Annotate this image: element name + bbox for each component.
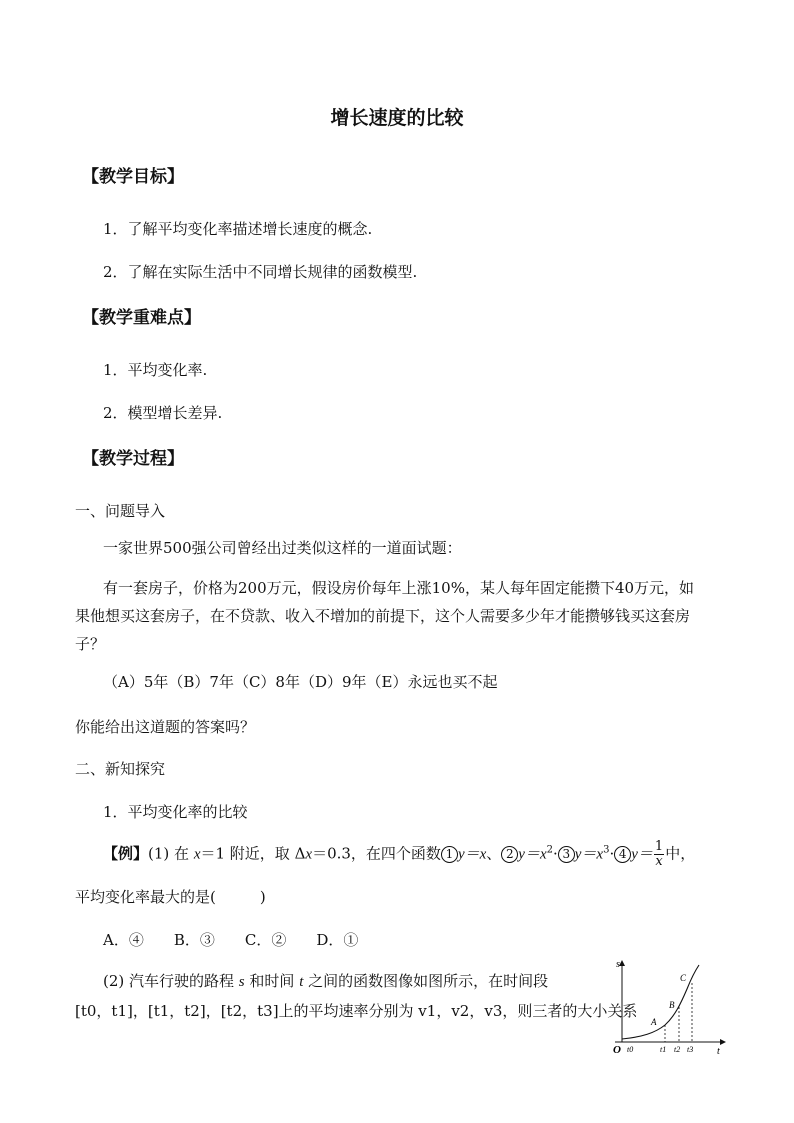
example2-line-2: [t0，t1]，[t1，t2]，[t2，t3]上的平均速率分别为 v1，v2，v3，则三者的大小关系 xyxy=(75,1002,638,1020)
var-t: t xyxy=(299,974,304,990)
var-x: x xyxy=(305,846,313,863)
point-c-label: C xyxy=(680,973,687,983)
ex2-text: (2) 汽车行驶的路程 xyxy=(103,972,239,990)
function-3: y＝x xyxy=(574,846,604,863)
example1-line: 【例】(1) 在 x＝1 附近，取 Δx＝0.3，在四个函数 1 y＝x、 2 $y=x^2\cdot 3$ $y=x^3\cdot 4$ y＝ $\frac{1}{x}$ 中， xyxy=(103,839,696,869)
var-s: s xyxy=(238,974,245,990)
fraction-numerator: 1 xyxy=(654,839,664,854)
fraction-denominator: x xyxy=(655,854,663,869)
circled-number: 3 xyxy=(558,846,575,863)
question-line: 你能给出这道题的答案吗？ xyxy=(75,718,256,736)
section-objectives: 【教学目标】 xyxy=(82,167,184,187)
fraction-1-over-x xyxy=(654,840,664,869)
circled-number: 4 xyxy=(614,846,631,863)
tick-t3: t3 xyxy=(687,1045,694,1054)
ex1-text: ＝0.3，在四个函数 xyxy=(312,844,441,863)
options-line: （A）5年（B）7年（C）8年（D）9年（E）永远也买不起 xyxy=(103,673,498,691)
page-title: 增长速度的比较 xyxy=(330,107,464,129)
ex1-text: 中， xyxy=(665,844,696,863)
ex1-text: ) xyxy=(259,888,266,906)
example1-choices: A．④ B．③ C．② D．① xyxy=(103,931,359,949)
ex1-text: (1) 在 xyxy=(148,844,194,863)
example-label: 【例】 xyxy=(103,844,149,863)
function-4: y＝ xyxy=(631,846,653,863)
ex1-text: 平均变化率最大的是( xyxy=(75,888,216,906)
tick-t1: t1 xyxy=(660,1045,667,1054)
distance-time-graph xyxy=(607,955,732,1060)
origin-label: O xyxy=(613,1044,621,1056)
section-difficulties: 【教学重难点】 xyxy=(82,308,201,328)
problem-line-1: 有一套房子，价格为200万元，假设房价每年上涨10%，某人每年固定能攒下40万元，如 xyxy=(103,579,695,597)
objective-item-1: 1．了解平均变化率描述增长速度的概念. xyxy=(103,220,373,238)
difficulty-item-2: 2．模型增长差异. xyxy=(103,404,223,422)
section-process: 【教学过程】 xyxy=(82,449,184,469)
problem-line-2: 果他想买这套房子，在不贷款、收入不增加的前提下，这个人需要多少年才能攒够钱买这套房 xyxy=(75,607,691,625)
intro-text: 一家世界500强公司曾经出过类似这样的一道面试题： xyxy=(103,539,462,557)
difficulty-item-1: 1．平均变化率. xyxy=(103,361,208,379)
t-axis-label: t xyxy=(717,1046,720,1057)
tick-t2: t2 xyxy=(674,1045,681,1054)
ex2-text: 和时间 xyxy=(244,972,300,990)
subsection-avg-rate: 1．平均变化率的比较 xyxy=(103,803,248,821)
part1-heading: 一、问题导入 xyxy=(75,502,166,520)
s-axis-label: s xyxy=(616,959,620,970)
part2-heading: 二、新知探究 xyxy=(75,760,166,778)
circled-number: 1 xyxy=(441,846,458,863)
example1-line-2 xyxy=(75,886,266,907)
tick-t0: t0 xyxy=(627,1045,634,1054)
circled-number: 2 xyxy=(501,846,518,863)
point-b-label: B xyxy=(669,1000,675,1010)
distance-curve xyxy=(622,965,699,1039)
point-a-label: A xyxy=(651,1017,657,1027)
ex2-text: 之间的函数图像如图所示，在时间段 xyxy=(303,972,549,990)
var-x: x xyxy=(193,846,201,863)
function-1: y＝x xyxy=(457,846,487,863)
ex1-text: ＝1 附近，取 Δ xyxy=(200,844,306,863)
objective-item-2: 2．了解在实际生活中不同增长规律的函数模型. xyxy=(103,263,418,281)
function-2: y＝x xyxy=(518,846,547,863)
example2-line-1 xyxy=(103,970,548,991)
problem-line-3: 子？ xyxy=(75,635,106,653)
